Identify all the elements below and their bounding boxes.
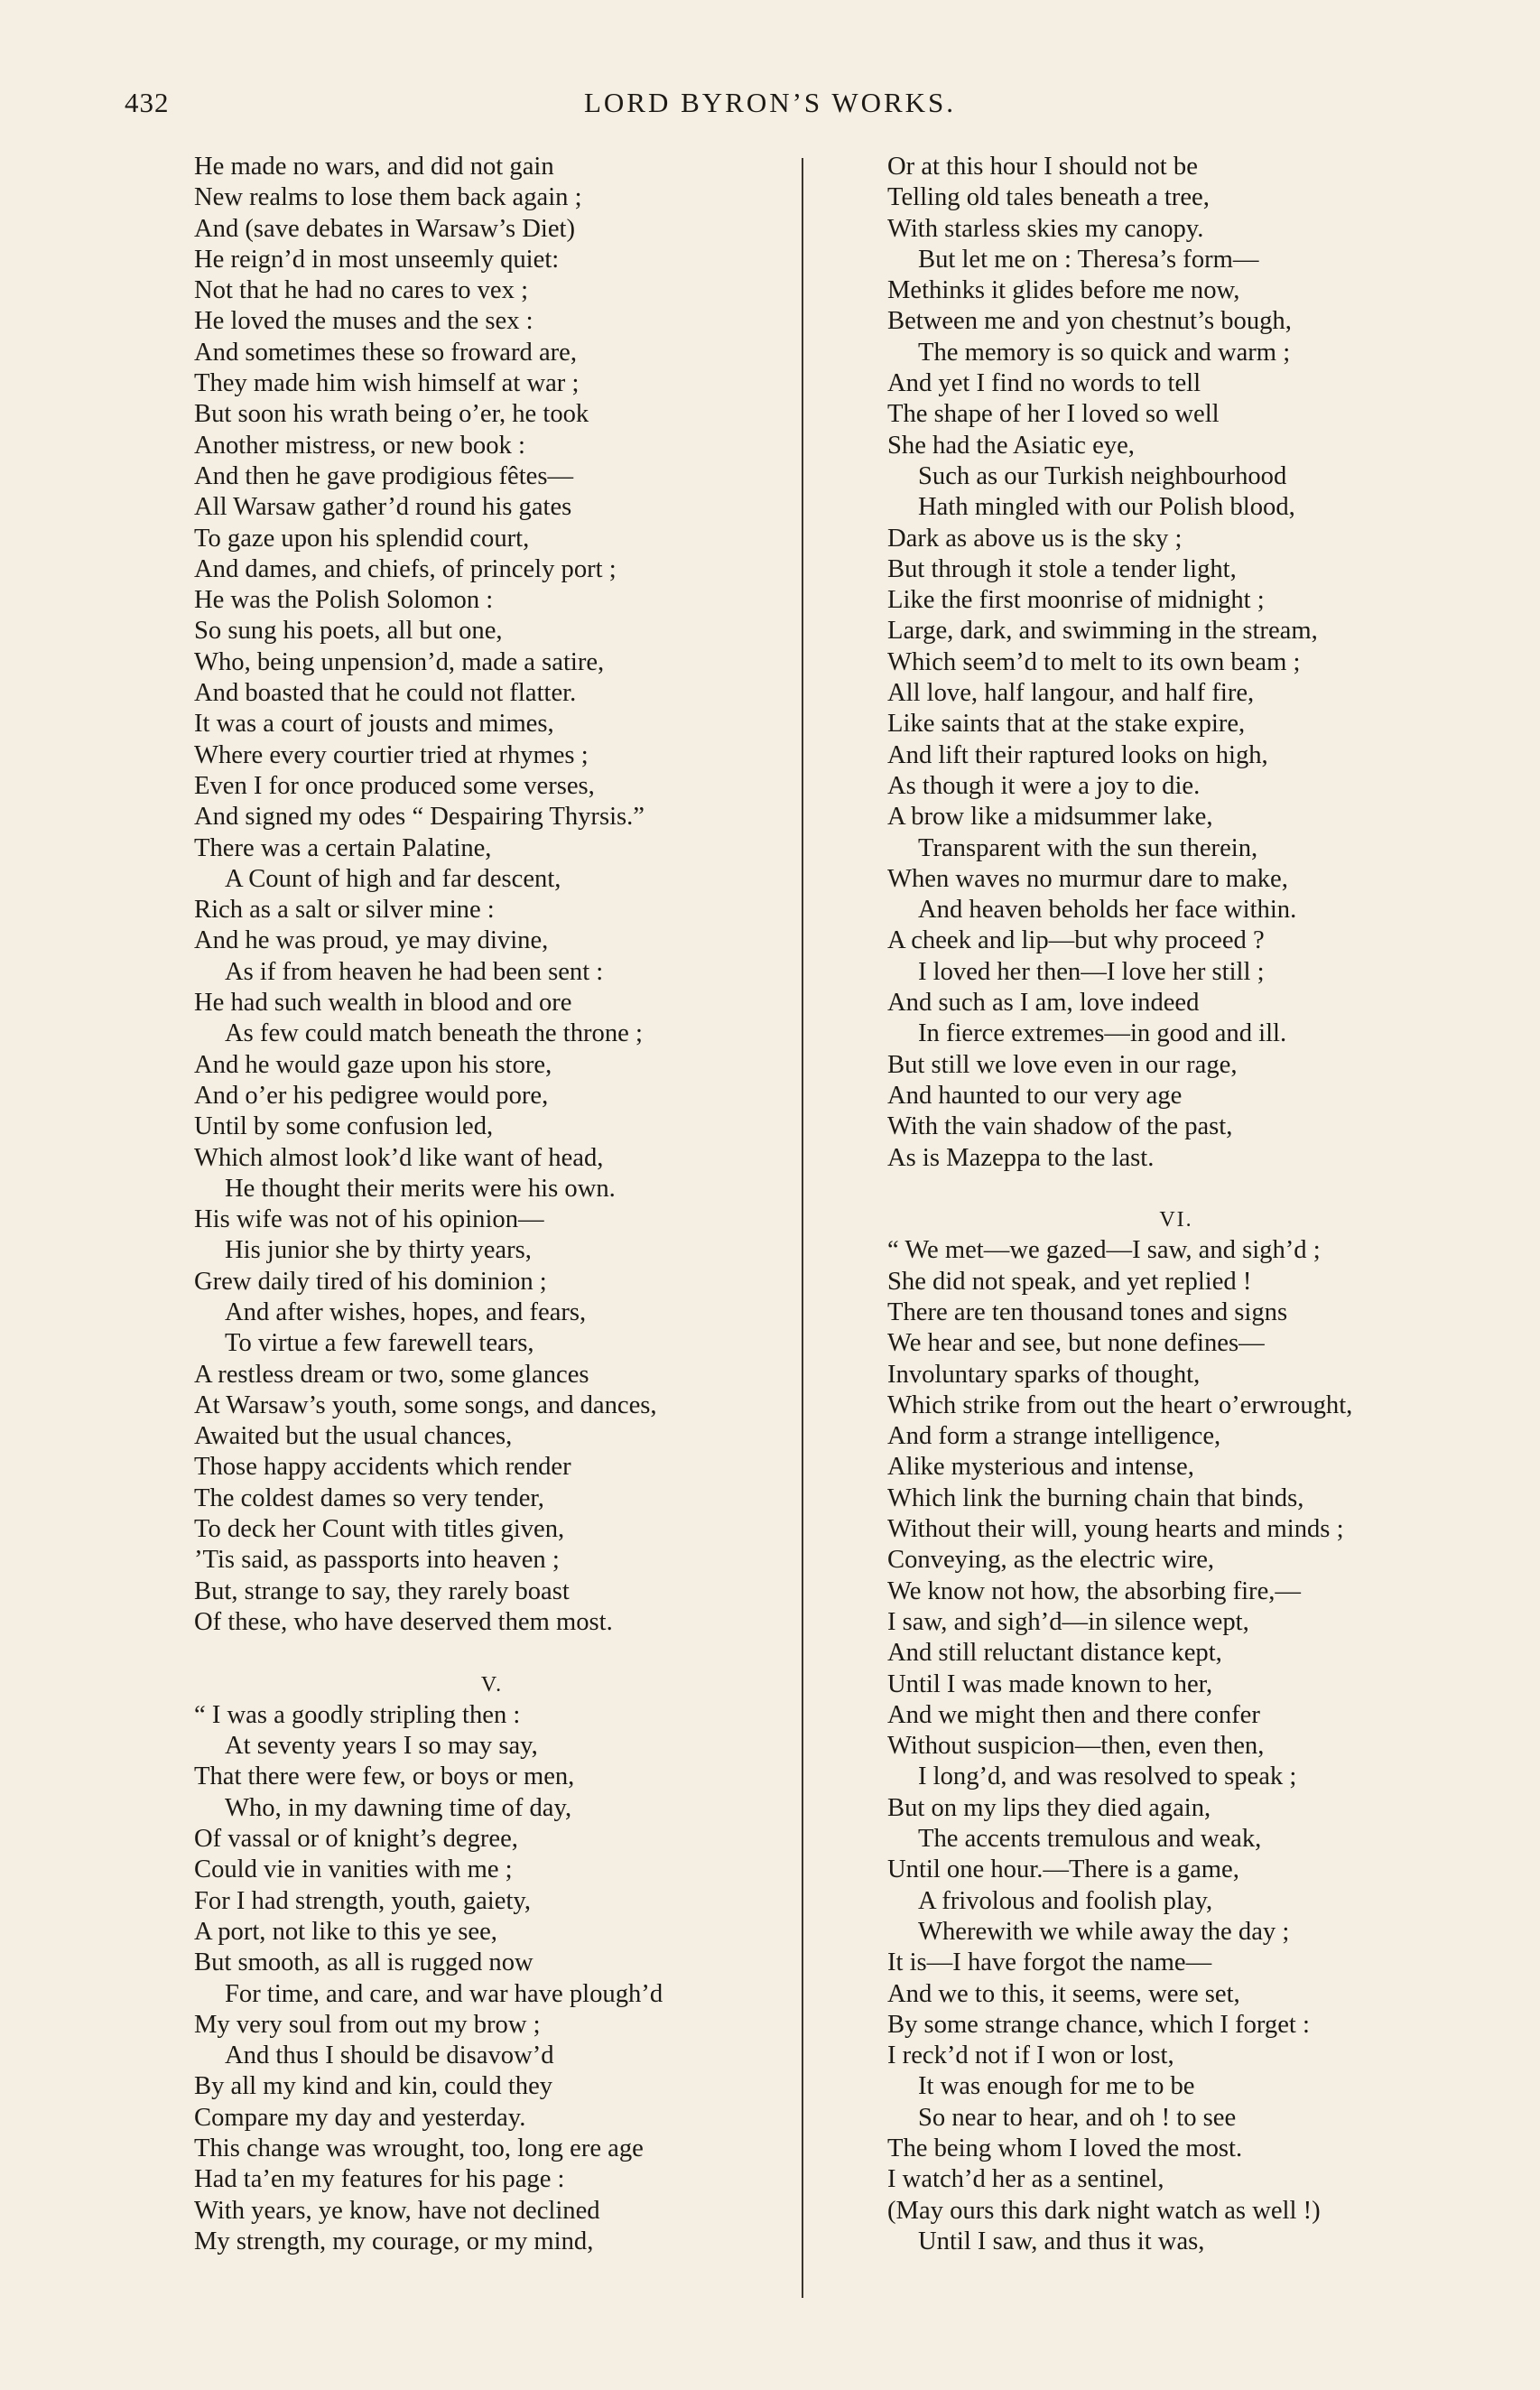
verse-line: My very soul from out my brow ; [194, 2010, 541, 2039]
verse-line: That there were few, or boys or men, [194, 1762, 575, 1791]
verse-line: “ We met—we gazed—I saw, and sigh’d ; [887, 1236, 1321, 1265]
verse-line: But still we love even in our rage, [887, 1050, 1238, 1079]
verse-line: So near to hear, and oh ! to see [918, 2103, 1237, 2132]
verse-line: For time, and care, and war have plough’d [225, 1979, 663, 2008]
verse-line: And (save debates in Warsaw’s Diet) [194, 214, 575, 243]
verse-line: He was the Polish Solomon : [194, 586, 494, 615]
verse-line: And such as I am, love indeed [887, 989, 1200, 1018]
verse-line: Wherewith we while away the day ; [918, 1917, 1290, 1946]
column-divider [802, 158, 803, 2298]
verse-line: She did not speak, and yet replied ! [887, 1267, 1252, 1296]
verse-line: And we to this, it seems, were set, [887, 1979, 1240, 2008]
verse-line: And he would gaze upon his store, [194, 1050, 552, 1079]
verse-line: Methinks it glides before me now, [887, 276, 1240, 305]
verse-line: To virtue a few farewell tears, [225, 1329, 534, 1358]
verse-line: And boasted that he could not flatter. [194, 679, 577, 708]
verse-line: Large, dark, and swimming in the stream, [887, 617, 1318, 646]
verse-line: Of vassal or of knight’s degree, [194, 1825, 518, 1854]
verse-line: With the vain shadow of the past, [887, 1112, 1233, 1141]
verse-line: Which seem’d to melt to its own beam ; [887, 647, 1301, 676]
verse-line: With starless skies my canopy. [887, 214, 1204, 243]
verse-line: Who, being unpension’d, made a satire, [194, 647, 605, 676]
page-header [0, 87, 1540, 132]
verse-line: For I had strength, youth, gaiety, [194, 1886, 531, 1915]
verse-line: And then he gave prodigious fêtes— [194, 461, 574, 490]
verse-line: Between me and yon chestnut’s bough, [887, 307, 1292, 336]
verse-line: Had ta’en my features for his page : [194, 2165, 565, 2194]
verse-line: Where every courtier tried at rhymes ; [194, 740, 589, 769]
section-number: V. [480, 1672, 504, 1697]
verse-line: A Count of high and far descent, [225, 864, 561, 893]
verse-line: As though it were a joy to die. [887, 771, 1201, 800]
verse-line: We know not how, the absorbing fire,— [887, 1576, 1302, 1605]
verse-line: But, strange to say, they rarely boast [194, 1576, 570, 1605]
verse-line: To deck her Count with titles given, [194, 1515, 565, 1544]
verse-line: The accents tremulous and weak, [918, 1825, 1262, 1854]
verse-line: And form a strange intelligence, [887, 1422, 1221, 1451]
verse-line: Until by some confusion led, [194, 1112, 494, 1141]
verse-line: Like saints that at the stake expire, [887, 710, 1246, 739]
verse-line: A cheek and lip—but why proceed ? [887, 926, 1265, 955]
verse-line: Another mistress, or new book : [194, 431, 525, 460]
verse-line: Alike mysterious and intense, [887, 1453, 1194, 1482]
verse-line: Not that he had no cares to vex ; [194, 276, 529, 305]
verse-line: His wife was not of his opinion— [194, 1205, 544, 1234]
verse-line: Transparent with the sun therein, [918, 833, 1258, 862]
verse-line: By all my kind and kin, could they [194, 2072, 553, 2101]
verse-line: New realms to lose them back again ; [194, 183, 582, 212]
verse-line: I watch’d her as a sentinel, [887, 2165, 1164, 2194]
verse-line: And haunted to our very age [887, 1081, 1183, 1110]
verse-line: But smooth, as all is rugged now [194, 1948, 533, 1977]
verse-line: It was a court of jousts and mimes, [194, 710, 554, 739]
verse-line: She had the Asiatic eye, [887, 431, 1135, 460]
verse-line: Conveying, as the electric wire, [887, 1546, 1215, 1575]
verse-line: And yet I find no words to tell [887, 369, 1201, 398]
verse-line: As is Mazeppa to the last. [887, 1143, 1155, 1172]
verse-line: Until I saw, and thus it was, [918, 2227, 1205, 2255]
verse-line: It was enough for me to be [918, 2072, 1195, 2101]
verse-line: Like the first moonrise of midnight ; [887, 586, 1265, 615]
verse-line: His junior she by thirty years, [225, 1236, 532, 1265]
verse-line: And lift their raptured looks on high, [887, 740, 1268, 769]
verse-line: Without their will, young hearts and minds ; [887, 1515, 1344, 1544]
verse-line: There are ten thousand tones and signs [887, 1297, 1288, 1326]
verse-line: Which strike from out the heart o’erwrought, [887, 1390, 1353, 1419]
verse-line: We hear and see, but none defines— [887, 1329, 1265, 1358]
verse-line: And we might then and there confer [887, 1700, 1260, 1729]
verse-line: Compare my day and yesterday. [194, 2103, 526, 2132]
verse-line: They made him wish himself at war ; [194, 369, 580, 398]
verse-line: All love, half langour, and half fire, [887, 679, 1255, 708]
stanza-gap [887, 1174, 1465, 1204]
verse-line: He had such wealth in blood and ore [194, 989, 572, 1018]
verse-line: Without suspicion—then, even then, [887, 1732, 1265, 1761]
verse-line: Hath mingled with our Polish blood, [918, 493, 1295, 522]
page-number: 432 [125, 87, 170, 118]
verse-line: I long’d, and was resolved to speak ; [918, 1762, 1297, 1791]
verse-line: But on my lips they died again, [887, 1793, 1211, 1822]
verse-line: This change was wrought, too, long ere age [194, 2134, 644, 2162]
verse-line: And dames, and chiefs, of princely port ; [194, 554, 617, 583]
verse-line: In fierce extremes—in good and ill. [918, 1019, 1287, 1048]
verse-line: At Warsaw’s youth, some songs, and dances, [194, 1390, 657, 1419]
verse-line: And after wishes, hopes, and fears, [225, 1297, 587, 1326]
verse-line: The being whom I loved the most. [887, 2134, 1243, 2162]
verse-line: But through it stole a tender light, [887, 554, 1237, 583]
verse-line: There was a certain Palatine, [194, 833, 492, 862]
running-title: LORD BYRON’S WORKS. [583, 87, 957, 118]
verse-line: Could vie in vanities with me ; [194, 1855, 513, 1884]
verse-line: The memory is so quick and warm ; [918, 338, 1291, 367]
verse-line: Rich as a salt or silver mine : [194, 896, 495, 925]
verse-line: A port, not like to this ye see, [194, 1917, 497, 1946]
section-number: VI. [1159, 1208, 1193, 1232]
verse-line: My strength, my courage, or my mind, [194, 2227, 594, 2255]
verse-line: The coldest dames so very tender, [194, 1483, 544, 1512]
verse-line: When waves no murmur dare to make, [887, 864, 1288, 893]
verse-line: And o’er his pedigree would pore, [194, 1081, 549, 1110]
verse-line: So sung his poets, all but one, [194, 617, 503, 646]
verse-line: All Warsaw gather’d round his gates [194, 493, 572, 522]
verse-line: Which link the burning chain that binds, [887, 1483, 1304, 1512]
verse-line: I loved her then—I love her still ; [918, 957, 1265, 986]
verse-line: Those happy accidents which render [194, 1453, 571, 1482]
verse-line: Of these, who have deserved them most. [194, 1607, 613, 1636]
verse-line: The shape of her I loved so well [887, 400, 1220, 429]
verse-line: A frivolous and foolish play, [918, 1886, 1213, 1915]
verse-line: I saw, and sigh’d—in silence wept, [887, 1607, 1249, 1636]
verse-line: It is—I have forgot the name— [887, 1948, 1212, 1977]
verse-line: Such as our Turkish neighbourhood [918, 461, 1287, 490]
verse-line: But let me on : Theresa’s form— [918, 245, 1259, 274]
verse-line: But soon his wrath being o’er, he took [194, 400, 589, 429]
verse-line: He made no wars, and did not gain [194, 153, 554, 181]
stanza-gap [194, 1638, 790, 1669]
verse-line: Dark as above us is the sky ; [887, 524, 1183, 553]
verse-line: By some strange chance, which I forget : [887, 2010, 1310, 2039]
verse-line: Even I for once produced some verses, [194, 771, 595, 800]
verse-line: A restless dream or two, some glances [194, 1360, 589, 1389]
verse-line: Awaited but the usual chances, [194, 1422, 513, 1451]
left-column [194, 152, 790, 2257]
verse-line: As if from heaven he had been sent : [225, 957, 604, 986]
verse-line: He thought their merits were his own. [225, 1174, 616, 1203]
verse-line: Or at this hour I should not be [887, 153, 1198, 181]
right-column [887, 152, 1465, 2257]
verse-line: Which almost look’d like want of head, [194, 1143, 604, 1172]
verse-line: And still reluctant distance kept, [887, 1639, 1222, 1668]
verse-line: As few could match beneath the throne ; [225, 1019, 643, 1048]
verse-line: Involuntary sparks of thought, [887, 1360, 1201, 1389]
verse-line: Telling old tales beneath a tree, [887, 183, 1210, 212]
verse-line: “ I was a goodly stripling then : [194, 1700, 521, 1729]
verse-line: To gaze upon his splendid court, [194, 524, 530, 553]
verse-line: ’Tis said, as passports into heaven ; [194, 1546, 560, 1575]
verse-line: With years, ye know, have not declined [194, 2196, 600, 2225]
verse-line: Until one hour.—There is a game, [887, 1855, 1239, 1884]
verse-line: At seventy years I so may say, [225, 1732, 538, 1761]
verse-line: (May ours this dark night watch as well !) [887, 2196, 1321, 2225]
verse-line: And signed my odes “ Despairing Thyrsis.” [194, 803, 645, 832]
verse-line: And sometimes these so froward are, [194, 338, 578, 367]
verse-line: A brow like a midsummer lake, [887, 803, 1213, 832]
verse-line: And he was proud, ye may divine, [194, 926, 549, 955]
verse-line: I reck’d not if I won or lost, [887, 2041, 1174, 2070]
verse-line: Grew daily tired of his dominion ; [194, 1267, 547, 1296]
verse-line: He loved the muses and the sex : [194, 307, 533, 336]
verse-line: Until I was made known to her, [887, 1669, 1213, 1698]
verse-line: And thus I should be disavow’d [225, 2041, 554, 2070]
verse-line: And heaven beholds her face within. [918, 896, 1297, 925]
verse-line: He reign’d in most unseemly quiet: [194, 245, 560, 274]
verse-line: Who, in my dawning time of day, [225, 1793, 572, 1822]
